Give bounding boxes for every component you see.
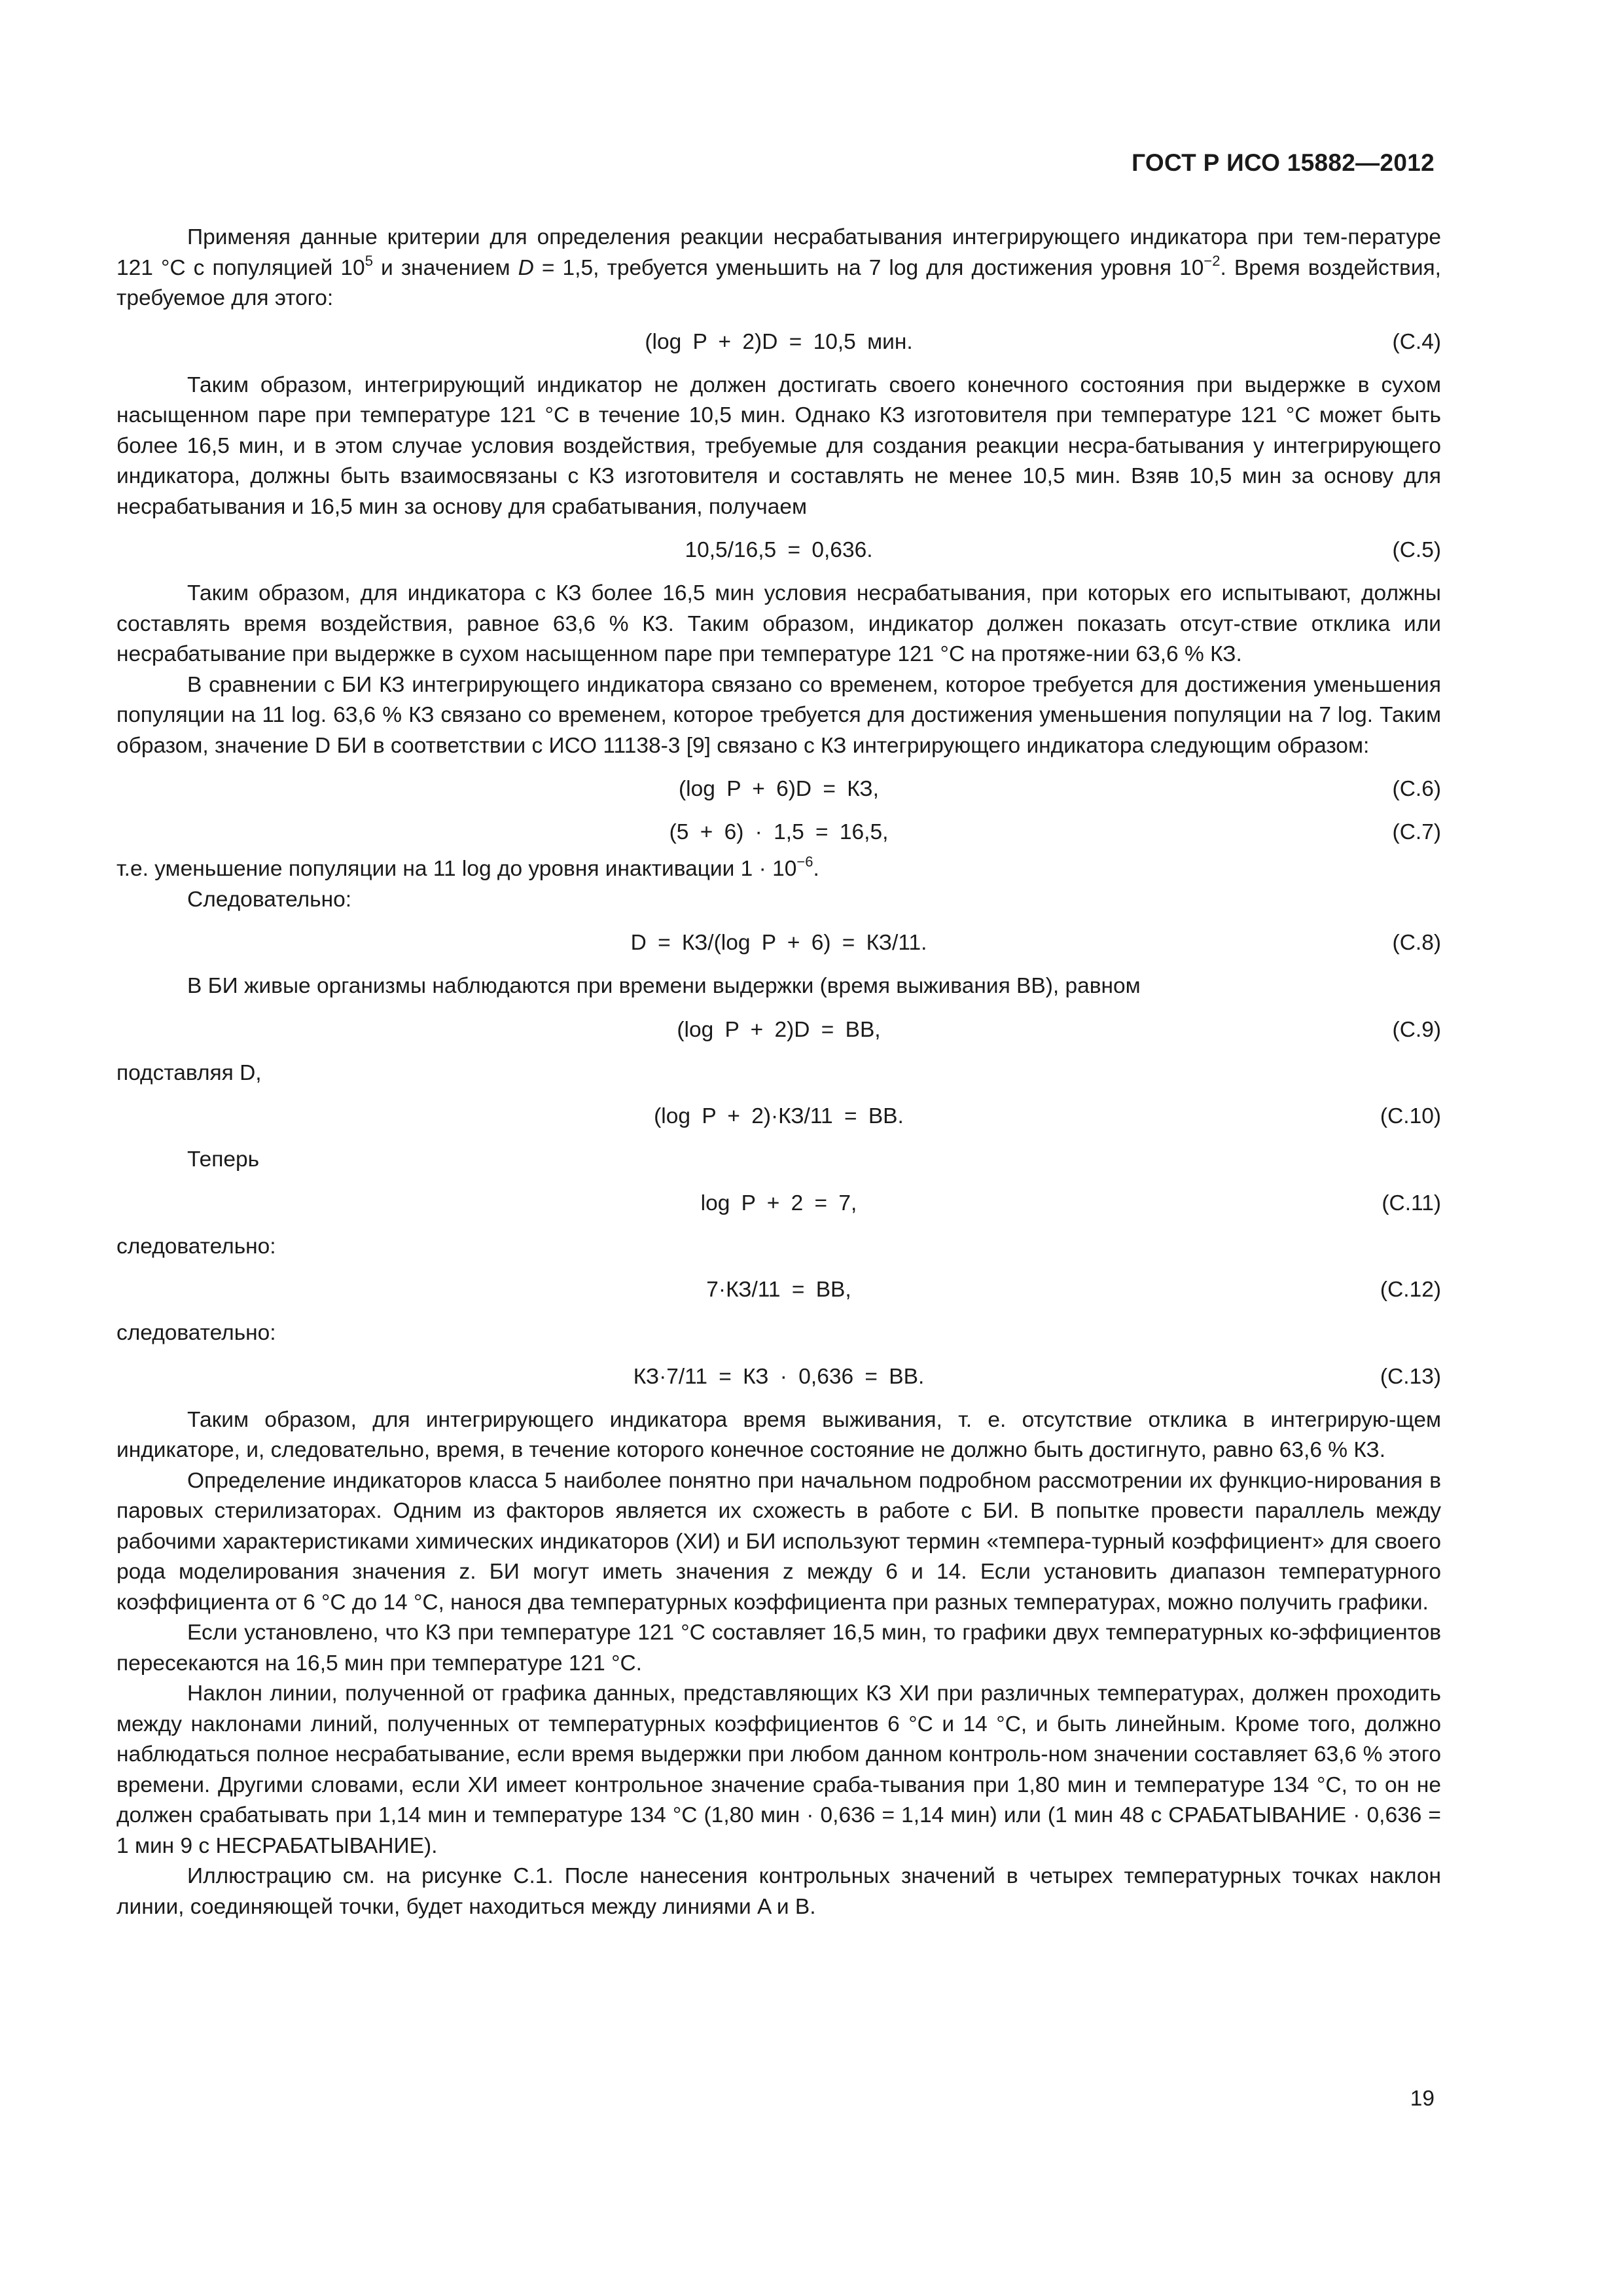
text-span: Применяя данные критерии для определения реакции несрабатывания интегрирующего индикатора при тем-пературе 121 °С с популяцией 10 [116,225,1441,280]
equation-c11 [116,1189,1441,1219]
paragraph-14: Если установлено, что КЗ при температуре 121 °С составляет 16,5 мин, то графики двух температурных ко-эффициентов пересекаются на 16,5 мин при температуре 121 °С. [116,1621,1441,1676]
equation-number: (С.6) [1392,777,1441,801]
text-span: = 1,5, требуется уменьшить на 7 log для достижения уровня 10 [533,255,1204,280]
paragraph-2: Таким образом, интегрирующий индикатор не должен достигать своего конечного состояния при выдержке в сухом насыщенном паре при температуре 121 °С в течение 10,5 мин. Однако КЗ изготовителя при температуре 121 °С может быть более 16,5 мин, и в этом случае условия воздействия, требуемые для создания реакции несра-батывания у интегрирующего индикатора, должны быть взаимосвязаны с КЗ изготовителя и составлять не менее 10,5 мин. Взяв 10,5 мин за основу для несрабатывания и 16,5 мин за основу для срабатывания, получаем [116,372,1441,519]
equation-c4 [116,327,1441,357]
equation-number: (С.10) [1380,1104,1441,1128]
equation-c10 [116,1102,1441,1132]
superscript: −2 [1204,252,1221,269]
equation-number: (С.11) [1382,1191,1441,1215]
equation-c13 [116,1362,1441,1392]
equation-number: (С.5) [1392,538,1441,562]
equation-c7 [116,817,1441,848]
paragraph-16: Иллюстрацию см. на рисунке С.1. После нанесения контрольных значений в четырех температурных точках наклон линии, соединяющей точки, будет находиться между линиями A и B. [116,1864,1441,1919]
equation-c9 [116,1015,1441,1045]
equation-expression: D = КЗ/(log P + 6) = КЗ/11. [630,931,927,955]
equation-expression: log P + 2 = 7, [700,1191,857,1215]
paragraph-15: Наклон линии, полученной от графика данных, представляющих КЗ ХИ при различных температурах, должен проходить между наклонами линий, полученных от температурных коэффициентов 6 °С и 14 °С, и быть линейным. Кроме того, должно наблюдаться полное несрабатывание, если время выдержки при любом данном контроль-ном значении составляет 63,6 % этого времени. Другими словами, если ХИ имеет контрольное значение сраба-тывания при 1,80 мин и температуре 134 °С, то он не должен срабатывать при 1,14 мин и температуре 134 °С (1,80 мин · 0,636 = 1,14 мин) или (1 мин 48 с СРАБАТЫВАНИЕ · 0,636 = 1 мин 9 с НЕСРАБАТЫВАНИЕ). [116,1681,1441,1858]
text-span: . Время воздействия, требуемое для этого: [116,255,1441,310]
variable: D [518,255,534,280]
equation-expression: (log P + 2)·КЗ/11 = ВВ. [654,1104,904,1128]
equation-expression: (log P + 2)D = 10,5 мин. [645,329,913,354]
equation-number: (С.13) [1380,1364,1441,1389]
text-span: . [813,857,819,881]
equation-expression: (log P + 2)D = ВВ, [677,1017,881,1042]
equation-number: (С.4) [1392,329,1441,354]
equation-number: (С.8) [1392,931,1441,955]
paragraph-6: Следовательно: [187,887,352,912]
paragraph-11: следовательно: [116,1321,276,1345]
superscript: 5 [365,252,373,269]
paragraph-5 [116,854,1441,885]
equation-c8 [116,928,1441,958]
page-number: 19 [1410,2087,1435,2111]
equation-expression: (log P + 6)D = КЗ, [679,777,879,801]
equation-expression: КЗ·7/11 = КЗ · 0,636 = ВВ. [633,1364,925,1389]
paragraph-4: В сравнении с БИ КЗ интегрирующего индикатора связано со временем, которое требуется для достижения уменьшения популяции на 11 log. 63,6 % КЗ связано со временем, которое требуется для достижения уменьшения популяции на 7 log. Таким образом, значение D БИ в соответствии с ИСО 11138-3 [9] связано с КЗ интегрирующего индикатора следующим образом: [116,672,1441,758]
paragraph-3: Таким образом, для индикатора с КЗ более 16,5 мин условия несрабатывания, при которых его испытывают, должны составлять время воздействия, равное 63,6 % КЗ. Таким образом, индикатор должен показать отсут-ствие отклика или несрабатывание при выдержке в сухом насыщенном паре при температуре 121 °С на протяже-нии 63,6 % КЗ. [116,581,1441,666]
paragraph-7: В БИ живые организмы наблюдаются при времени выдержки (время выживания ВВ), равном [187,974,1141,998]
superscript: −6 [796,853,813,870]
text-span: т.е. уменьшение популяции на 11 log до уровня инактивации 1 · 10 [116,857,797,881]
text-span: и значением [372,255,518,280]
equation-expression: 7·КЗ/11 = ВВ, [706,1278,851,1302]
equation-number: (С.9) [1392,1017,1441,1042]
equation-number: (С.12) [1380,1278,1441,1302]
equation-c12 [116,1275,1441,1305]
paragraph-1 [116,223,1441,314]
paragraph-9: Теперь [187,1147,260,1172]
paragraph-10: следовательно: [116,1234,276,1259]
equation-c5 [116,535,1441,565]
equation-c6 [116,774,1441,804]
equation-expression: (5 + 6) · 1,5 = 16,5, [669,820,889,844]
document-header: ГОСТ Р ИСО 15882—2012 [1132,149,1435,176]
equation-expression: 10,5/16,5 = 0,636. [685,538,873,562]
paragraph-8: подставляя D, [116,1060,262,1085]
equation-number: (С.7) [1392,820,1441,844]
paragraph-13: Определение индикаторов класса 5 наиболее понятно при начальном подробном рассмотрении их функцио-нирования в паровых стерилизаторах. Одним из факторов является их схожесть в работе с БИ. В попытке провести параллель между рабочими характеристиками химических индикаторов (ХИ) и БИ используют термин «темпера-турный коэффициент» для своего рода моделирования значения z. БИ могут иметь значения z между 6 и 14. Если установить диапазон температурного коэффициента от 6 °С до 14 °С, нанося два температурных коэффициента при разных температурах, можно получить графики. [116,1468,1441,1615]
paragraph-12: Таким образом, для интегрирующего индикатора время выживания, т. е. отсутствие отклика в интегрирую-щем индикаторе, и, следовательно, время, в течение которого конечное состояние не должно быть достигнуто, равно 63,6 % КЗ. [116,1407,1441,1462]
document-body [116,223,1441,1922]
